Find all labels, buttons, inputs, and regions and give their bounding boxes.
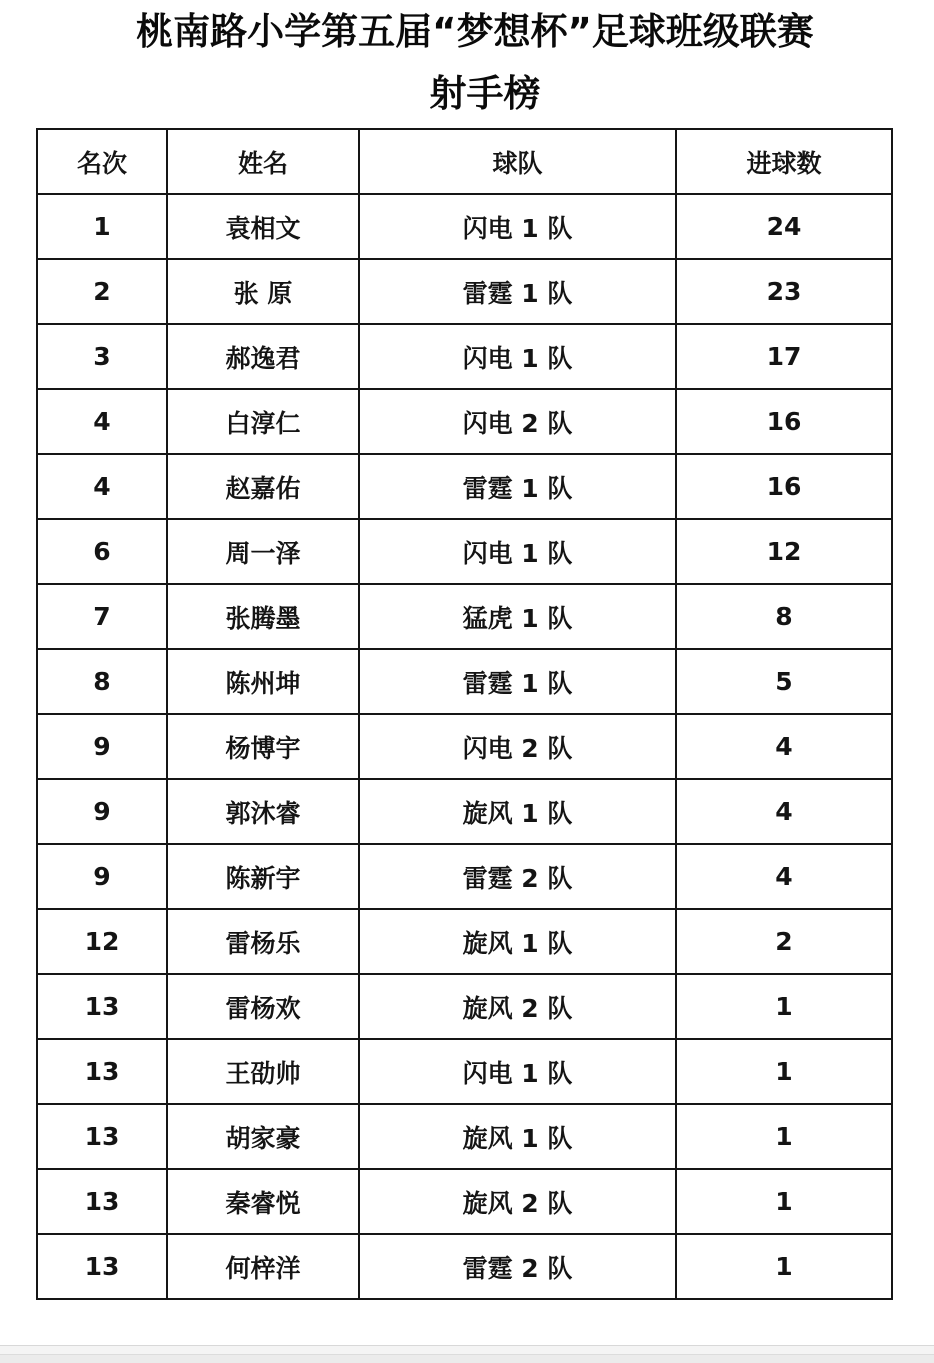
header-team: 球队 — [359, 129, 676, 194]
cell-rank: 4 — [37, 454, 167, 519]
cell-team: 旋风 1 队 — [359, 909, 676, 974]
table-row — [37, 584, 892, 649]
cell-team: 闪电 1 队 — [359, 194, 676, 259]
cell-goals: 1 — [676, 974, 892, 1039]
cell-name: 赵嘉佑 — [167, 454, 359, 519]
cell-goals: 1 — [676, 1234, 892, 1299]
cell-rank: 9 — [37, 779, 167, 844]
cell-team: 旋风 1 队 — [359, 779, 676, 844]
table-row — [37, 324, 892, 389]
cell-name: 王劭帅 — [167, 1039, 359, 1104]
cell-goals: 4 — [676, 844, 892, 909]
page-title: 桃南路小学第五届“梦想杯”足球班级联赛 — [136, 10, 814, 53]
cell-rank: 7 — [37, 584, 167, 649]
cell-rank: 2 — [37, 259, 167, 324]
cell-rank: 8 — [37, 649, 167, 714]
table-row — [37, 974, 892, 1039]
table-row — [37, 389, 892, 454]
cell-team: 雷霆 2 队 — [359, 844, 676, 909]
scorers-table — [36, 128, 893, 1300]
cell-goals: 8 — [676, 584, 892, 649]
cell-name: 杨博宇 — [167, 714, 359, 779]
cell-team: 闪电 1 队 — [359, 519, 676, 584]
cell-name: 胡家豪 — [167, 1104, 359, 1169]
cell-goals: 4 — [676, 714, 892, 779]
cell-name: 张 原 — [167, 259, 359, 324]
cell-name: 袁相文 — [167, 194, 359, 259]
header-name: 姓名 — [167, 129, 359, 194]
cell-team: 旋风 2 队 — [359, 974, 676, 1039]
cell-team: 闪电 2 队 — [359, 389, 676, 454]
cell-team: 猛虎 1 队 — [359, 584, 676, 649]
cell-team: 旋风 1 队 — [359, 1104, 676, 1169]
cell-name: 张腾墨 — [167, 584, 359, 649]
header-rank: 名次 — [37, 129, 167, 194]
table-row — [37, 259, 892, 324]
cell-goals: 5 — [676, 649, 892, 714]
horizontal-scrollbar[interactable] — [0, 1345, 934, 1363]
cell-rank: 3 — [37, 324, 167, 389]
table-row — [37, 909, 892, 974]
cell-goals: 12 — [676, 519, 892, 584]
cell-team: 闪电 1 队 — [359, 324, 676, 389]
cell-rank: 9 — [37, 714, 167, 779]
cell-rank: 9 — [37, 844, 167, 909]
table-row — [37, 1104, 892, 1169]
cell-rank: 12 — [37, 909, 167, 974]
cell-name: 何梓洋 — [167, 1234, 359, 1299]
table-row — [37, 649, 892, 714]
cell-team: 旋风 2 队 — [359, 1169, 676, 1234]
table-header-row — [37, 129, 892, 194]
cell-team: 雷霆 2 队 — [359, 1234, 676, 1299]
cell-goals: 4 — [676, 779, 892, 844]
cell-rank: 4 — [37, 389, 167, 454]
cell-rank: 13 — [37, 1104, 167, 1169]
cell-rank: 13 — [37, 1039, 167, 1104]
cell-goals: 2 — [676, 909, 892, 974]
cell-name: 秦睿悦 — [167, 1169, 359, 1234]
cell-goals: 23 — [676, 259, 892, 324]
cell-rank: 6 — [37, 519, 167, 584]
cell-goals: 24 — [676, 194, 892, 259]
page-subtitle: 射手榜 — [429, 72, 541, 115]
cell-goals: 16 — [676, 454, 892, 519]
scrollbar-track[interactable] — [0, 1346, 934, 1355]
cell-rank: 13 — [37, 1234, 167, 1299]
cell-name: 雷杨乐 — [167, 909, 359, 974]
cell-rank: 13 — [37, 1169, 167, 1234]
cell-name: 周一泽 — [167, 519, 359, 584]
cell-team: 雷霆 1 队 — [359, 649, 676, 714]
cell-name: 雷杨欢 — [167, 974, 359, 1039]
cell-goals: 1 — [676, 1169, 892, 1234]
cell-goals: 1 — [676, 1104, 892, 1169]
cell-goals: 16 — [676, 389, 892, 454]
cell-rank: 1 — [37, 194, 167, 259]
cell-team: 雷霆 1 队 — [359, 454, 676, 519]
cell-name: 陈新宇 — [167, 844, 359, 909]
header-goals: 进球数 — [676, 129, 892, 194]
table-row — [37, 454, 892, 519]
cell-name: 郭沐睿 — [167, 779, 359, 844]
cell-name: 郝逸君 — [167, 324, 359, 389]
table-body — [37, 194, 892, 1299]
cell-name: 陈州坤 — [167, 649, 359, 714]
table-row — [37, 519, 892, 584]
table-row — [37, 1234, 892, 1299]
table-row — [37, 1169, 892, 1234]
table-row — [37, 779, 892, 844]
cell-goals: 17 — [676, 324, 892, 389]
table-row — [37, 194, 892, 259]
cell-team: 闪电 2 队 — [359, 714, 676, 779]
cell-goals: 1 — [676, 1039, 892, 1104]
cell-name: 白淳仁 — [167, 389, 359, 454]
table-row — [37, 1039, 892, 1104]
cell-team: 雷霆 1 队 — [359, 259, 676, 324]
cell-rank: 13 — [37, 974, 167, 1039]
cell-team: 闪电 1 队 — [359, 1039, 676, 1104]
table-row — [37, 714, 892, 779]
table-row — [37, 844, 892, 909]
